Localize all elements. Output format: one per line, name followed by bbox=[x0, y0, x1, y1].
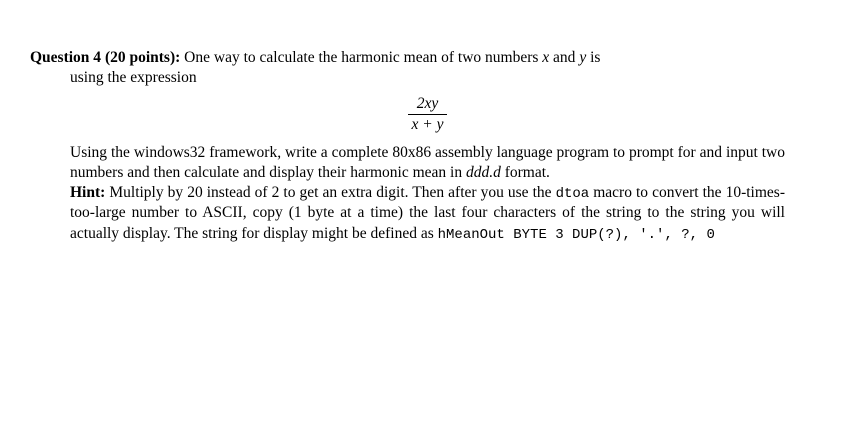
harmonic-mean-formula bbox=[70, 95, 785, 134]
assignment-paragraph bbox=[70, 143, 785, 183]
assignment-text-a: Using the windows32 framework, write a complete 80x86 assembly language program to prompt for and input two numbers and then calculate and display their harmonic mean in bbox=[70, 143, 785, 182]
hint-label: Hint: bbox=[70, 184, 106, 202]
question-body bbox=[70, 68, 785, 244]
hint-code-dtoa: dtoa bbox=[555, 186, 590, 203]
hint-code-hmeanout: hMeanOut BYTE 3 DUP(?), '.', ?, 0 bbox=[437, 226, 715, 243]
question-intro-text-c: is bbox=[586, 49, 601, 66]
format-emphasis: ddd.d bbox=[465, 164, 501, 182]
fraction-numerator: 2xy bbox=[416, 95, 439, 113]
hint-paragraph bbox=[70, 183, 785, 244]
hint-text-a: Multiply by 20 instead of 2 to get an extra digit. Then after you use the bbox=[105, 184, 556, 202]
question-label: Question 4 bbox=[30, 49, 102, 66]
assignment-text-b: format. bbox=[500, 164, 550, 182]
question-intro-text-b: and bbox=[549, 49, 580, 66]
fraction bbox=[408, 95, 448, 134]
variable-y: y bbox=[579, 49, 587, 66]
hint-text-b: macro to convert the 10-times-too-large number to ASCII, copy (1 byte at a time) the last four characters of the string to the string you will actually display. The string for display might be defined as bbox=[70, 184, 785, 242]
question-intro-text-a: One way to calculate the harmonic mean of two numbers bbox=[184, 49, 543, 66]
question-heading-line bbox=[30, 48, 785, 68]
fraction-denominator: x + y bbox=[408, 114, 448, 134]
question-points: (20 points): bbox=[104, 49, 181, 66]
question-block bbox=[30, 48, 785, 244]
variable-x: x bbox=[542, 49, 550, 66]
question-intro-line2: using the expression bbox=[70, 69, 197, 87]
